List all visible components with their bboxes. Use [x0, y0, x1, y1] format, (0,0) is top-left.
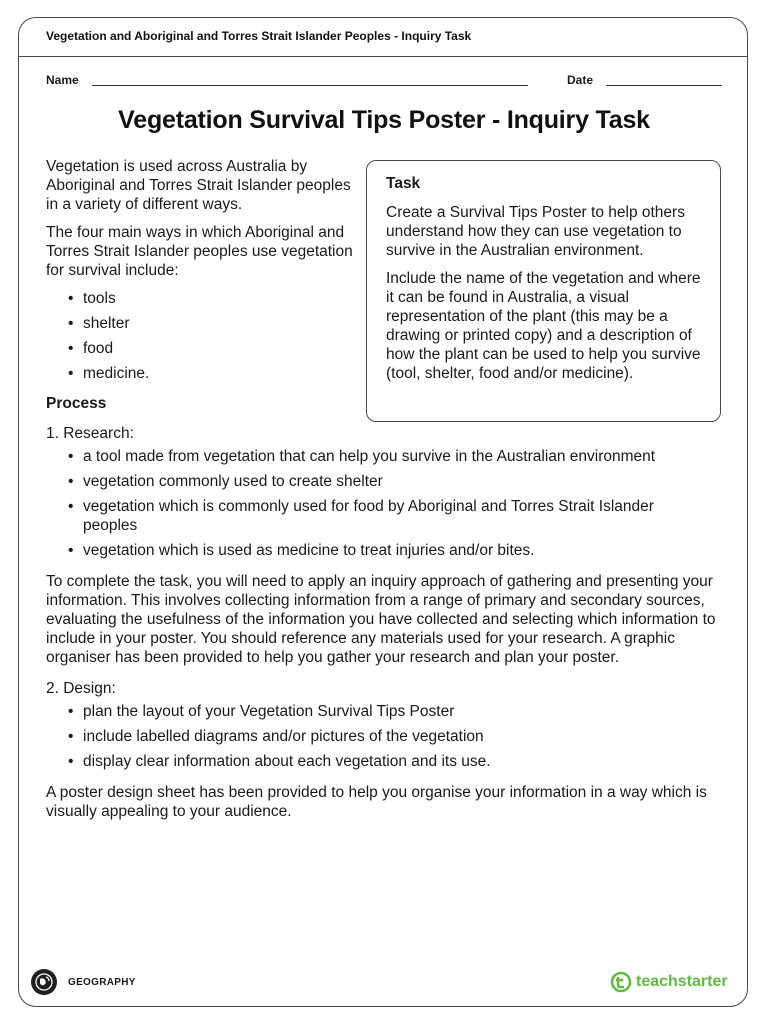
list-item: • food — [46, 339, 356, 358]
task-box — [366, 160, 721, 422]
list-item: • tools — [46, 289, 356, 308]
intro-paragraph-2: The four main ways in which Aboriginal and Torres Strait Islander peoples use vegetation for survival include: — [46, 224, 353, 279]
name-label: Name — [46, 73, 79, 87]
task-paragraph-2: Include the name of the vegetation and where it can be found in Australia, a visual representation of the plant (this may be a drawing or printed copy) and a description of how the plant can be used to help you survive (tool, shelter, food and/or medicine). — [386, 270, 701, 382]
list-item: • vegetation which is commonly used for food by Aboriginal and Torres Strait Islander peoples — [46, 497, 726, 535]
list-item: • include labelled diagrams and/or pictures of the vegetation — [46, 727, 726, 746]
list-item: • vegetation which is used as medicine to treat injuries and/or bites. — [46, 541, 726, 560]
header-title — [46, 29, 471, 43]
research-paragraph: To complete the task, you will need to apply an inquiry approach of gathering and presenting your information. This involves collecting information from a range of primary and secondary sources, evaluating the usefulness of the information you have collected and selecting which information to include in your poster. You should reference any materials used for your research. A graphic organiser has been provided to help you gather your research and plan your poster. — [46, 573, 716, 666]
list-item: • medicine. — [46, 364, 356, 383]
design-label: 2. Design: — [46, 680, 116, 697]
globe-icon — [31, 969, 57, 995]
list-item: • a tool made from vegetation that can help you survive in the Australian environment — [46, 447, 726, 466]
process-heading: Process — [46, 395, 107, 412]
teachstarter-icon — [610, 971, 632, 993]
survival-ways-list — [46, 289, 356, 383]
header-title-main: Vegetation and Aboriginal and Torres Strait Islander Peoples - — [46, 29, 402, 43]
design-paragraph: A poster design sheet has been provided to help you organise your information in a way which is visually appealing to your audience. — [46, 784, 707, 820]
research-list — [46, 447, 726, 560]
list-item: • shelter — [46, 314, 356, 333]
process-section — [46, 424, 726, 833]
list-item: • plan the layout of your Vegetation Survival Tips Poster — [46, 702, 726, 721]
intro-column — [46, 157, 356, 389]
page-title: Vegetation Survival Tips Poster - Inquiry Task — [118, 106, 650, 134]
date-label: Date — [567, 73, 594, 87]
task-paragraph-1: Create a Survival Tips Poster to help others understand how they can use vegetation to survive in the Australian environment. — [386, 204, 685, 259]
list-item: • vegetation commonly used to create shelter — [46, 472, 726, 491]
brand-logo — [610, 971, 728, 993]
list-item: • display clear information about each vegetation and its use. — [46, 752, 726, 771]
intro-paragraph-1: Vegetation is used across Australia by Aboriginal and Torres Strait Islander peoples in a variety of different ways. — [46, 158, 351, 213]
design-list — [46, 702, 726, 771]
research-label: 1. Research: — [46, 425, 134, 442]
date-field-line[interactable] — [606, 85, 722, 86]
subject-label: GEOGRAPHY — [68, 977, 136, 988]
brand-name: teachstarter — [636, 973, 728, 990]
task-heading: Task — [386, 175, 421, 192]
header-title-bold: Inquiry Task — [401, 29, 472, 43]
name-field-line[interactable] — [92, 85, 528, 86]
